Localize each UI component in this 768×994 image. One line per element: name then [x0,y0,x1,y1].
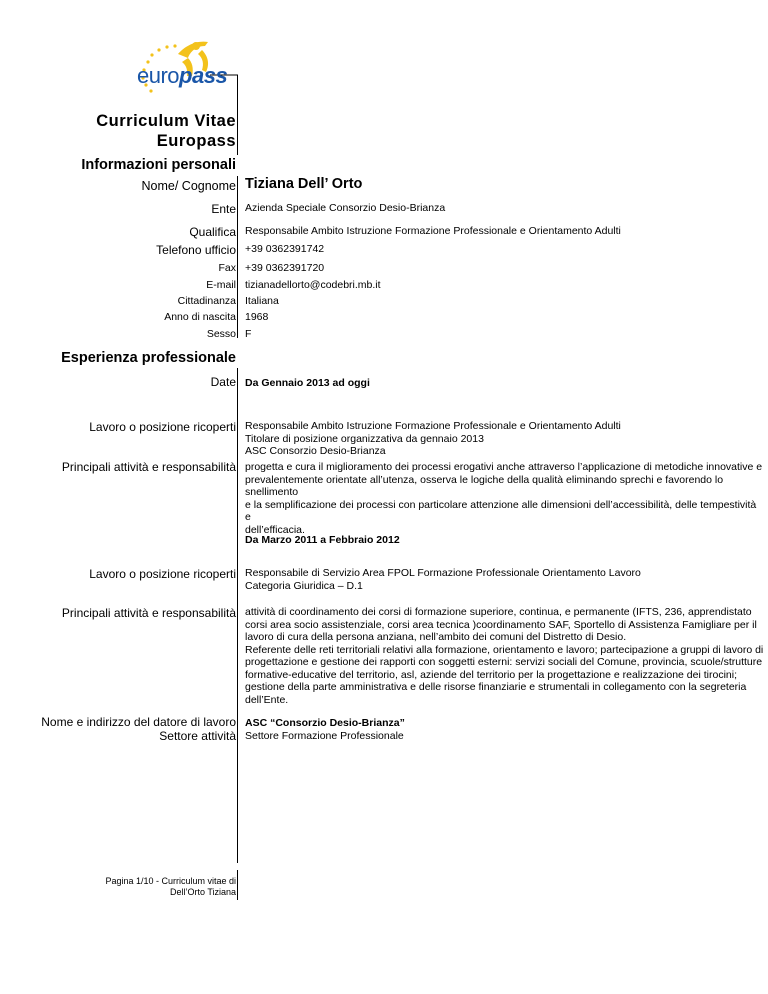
value-activities-job2: attività di coordinamento dei corsi di formazione superiore, continua, e permanente (IFTS, 236, apprendistato corsi area socio assistenziale, corsi area tecnica )coordinamento SAF, Sportello di Assistenza Famigliare per il lavoro di cura della persona anziana, nell’ambito dei comuni del Distretto di Desio. Referente delle reti territoriali relativi alla formazione, orientamento e lavoro; partecipazione a gruppi di lavoro di progettazione e gestione dei rapporti con soggetti esterni: servizi sociali del Comune, provincia, scuole/strutture formative-educative del territorio, asl, aziende del territorio per la progettazione e realizzazione dei tirocini; gestione della parte amministrativa e delle risorse finanziarie e strumentali in collegamento con la segreteria dell’Ente. [245,606,764,706]
label-fax: Fax [218,262,236,274]
label-anno-nascita: Anno di nascita [164,311,236,323]
europass-logo-text: europass [137,63,228,88]
europass-logo [130,32,240,104]
vertical-divider [237,870,238,900]
vertical-divider [237,368,238,863]
value-employer: ASC “Consorzio Desio-Brianza” [245,717,405,729]
label-position-job2: Lavoro o posizione ricoperti [89,567,236,581]
label-employer-name: Nome e indirizzo del datore di lavoro [41,715,236,729]
cv-title: Curriculum Vitae Europass [96,112,236,150]
label-ente: Ente [211,202,236,216]
label-qualifica: Qualifica [189,225,236,239]
section-personal-info: Informazioni personali [81,157,236,173]
value-telefono: +39 0362391742 [245,243,325,255]
value-email: tizianadellorto@codebri.mb.it [245,279,381,291]
value-activities-job1: progetta e cura il miglioramento dei processi erogativi anche attraverso l’applicazione di metodiche innovative e prevalentemente orientate all’utenza, osserva le logiche della qualità eliminando sprechi e favorendo lo snellimento e la semplificazione dei processi con particolare attenzione alle dimensioni dell’accessibilità, delle tempestività e dell’efficacia. [245,461,763,536]
vertical-divider [237,176,238,338]
label-name: Nome/ Cognome [141,179,236,193]
section-experience: Esperienza professionale [61,350,236,366]
page-footer: Pagina 1/10 - Curriculum vitae di Dell’Orto Tiziana [105,876,236,897]
label-employer [41,715,236,743]
value-sesso: F [245,328,252,340]
value-date-job1: Da Gennaio 2013 ad oggi [245,377,370,389]
value-ente: Azienda Speciale Consorzio Desio-Brianza [245,202,446,214]
label-telefono: Telefono ufficio [156,243,236,257]
value-sector: Settore Formazione Professionale [245,730,404,742]
value-cittadinanza: Italiana [245,295,279,307]
label-sector: Settore attività [159,729,236,743]
label-sesso: Sesso [206,328,236,340]
vertical-divider [237,75,238,155]
label-email: E-mail [206,279,236,291]
label-cittadinanza: Cittadinanza [177,295,236,307]
value-anno-nascita: 1968 [245,311,269,323]
label-date: Date [210,375,236,389]
label-activities-job1: Principali attività e responsabilità [61,460,236,474]
value-date-job2: Da Marzo 2011 a Febbraio 2012 [245,534,400,546]
label-position-job1: Lavoro o posizione ricoperti [89,420,236,434]
value-position-job2: Responsabile di Servizio Area FPOL Formazione Professionale Orientamento Lavoro Categoria Giuridica – D.1 [245,567,641,592]
label-activities-job2: Principali attività e responsabilità [61,606,236,620]
value-position-job1: Responsabile Ambito Istruzione Formazione Professionale e Orientamento Adulti Titolare di posizione organizzativa da gennaio 2013 ASC Consorzio Desio-Brianza [245,420,621,457]
value-fax: +39 0362391720 [245,262,325,274]
value-name: Tiziana Dell’ Orto [245,176,363,192]
value-qualifica: Responsabile Ambito Istruzione Formazione Professionale e Orientamento Adulti [245,225,621,237]
